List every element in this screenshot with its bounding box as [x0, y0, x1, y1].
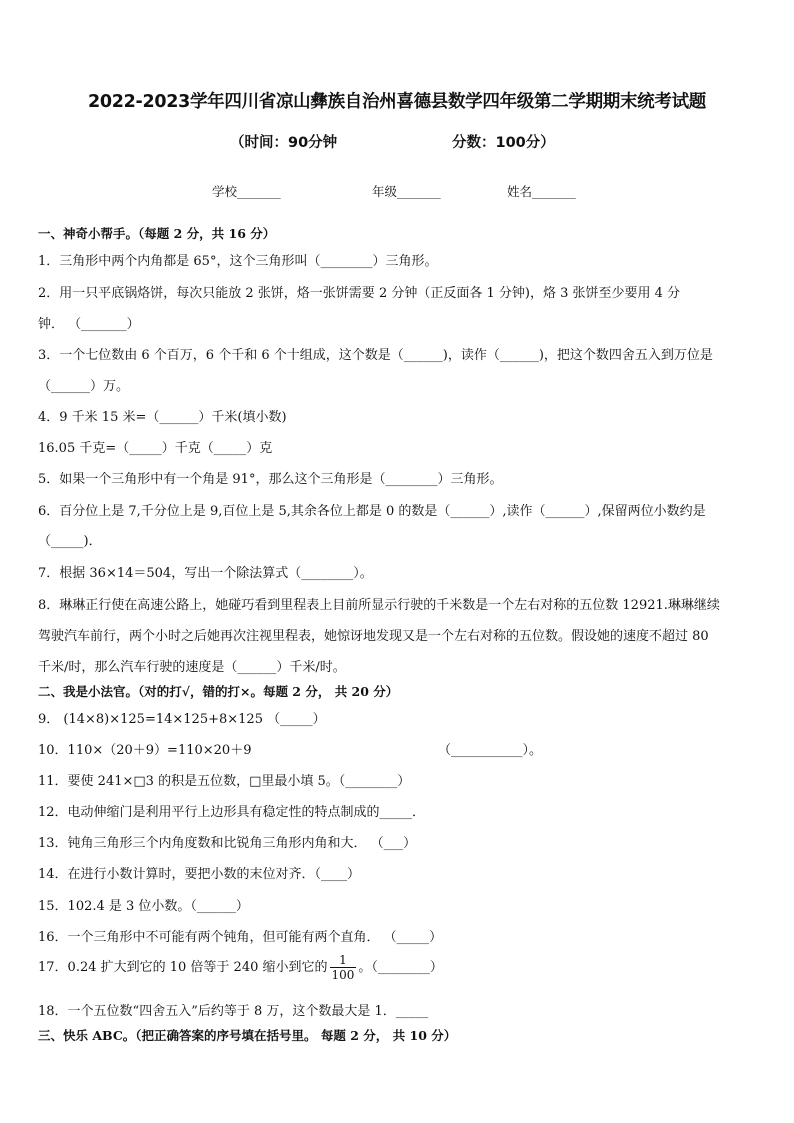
- page-title: 2022-2023学年四川省凉山彝族自治州喜德县数学四年级第二学期期末统考试题: [88, 92, 706, 112]
- section-2-heading: 二、我是小法官。（对的打√，错的打×。每题 2 分， 共 20 分）: [38, 684, 399, 699]
- question-18: 18．一个五位数“四舍五入”后约等于 8 万，这个数最大是 1．_____: [38, 1004, 429, 1019]
- question-3-cont: （______）万。: [38, 379, 130, 394]
- fraction-denominator: 100: [331, 968, 355, 982]
- question-10-blank: （___________）。: [438, 743, 543, 758]
- school-field: 学校_______: [212, 184, 281, 199]
- name-field: 姓名_______: [507, 184, 576, 199]
- fraction-one-hundredth: [330, 953, 357, 982]
- question-6-cont: （_____)．: [38, 534, 102, 549]
- grade-field: 年级_______: [372, 184, 441, 199]
- question-3: 3．一个七位数由 6 个百万，6 个千和 6 个十组成，这个数是（______)，读作（______)，把这个数四舍五入到万位是: [38, 348, 713, 363]
- question-17: [38, 953, 443, 982]
- question-17-blank: 。（________）: [358, 960, 443, 975]
- question-8: 8．琳琳正行使在高速公路上，她碰巧看到里程表上目前所显示行驶的千米数是一个左右对称的五位数 12921.琳琳继续: [38, 598, 720, 613]
- section-1-heading: 一、神奇小帮手。（每题 2 分，共 16 分）: [38, 226, 276, 241]
- question-4: 4．9 千米 15 米=（______）千米(填小数): [38, 410, 287, 425]
- question-16: 16．一个三角形中不可能有两个钝角，但可能有两个直角． （_____）: [38, 930, 443, 945]
- question-8-cont1: 驾驶汽车前行，两个小时之后她再次注视里程表，她惊讶地发现又是一个左右对称的五位数。假设她的速度不超过 80: [38, 629, 709, 644]
- question-10: 10．110×（20＋9）=110×20＋9: [38, 743, 252, 758]
- question-5: 5．如果一个三角形中有一个角是 91°，那么这个三角形是（________）三角形。: [38, 472, 503, 487]
- question-17-text: 17．0.24 扩大到它的 10 倍等于 240 缩小到它的: [38, 960, 328, 975]
- question-4-part2: 16.05 千克=（_____）千克（_____）克: [38, 441, 273, 456]
- section-3-heading: 三、快乐 ABC。（把正确答案的序号填在括号里。 每题 2 分， 共 10 分）: [38, 1028, 457, 1043]
- fraction-numerator: 1: [330, 953, 357, 968]
- exam-time: （时间：90分钟: [230, 135, 338, 151]
- question-1: 1．三角形中两个内角都是 65°，这个三角形叫（________）三角形。: [38, 254, 438, 269]
- question-11: 11．要使 241×□3 的积是五位数，□里最小填 5。（________）: [38, 774, 411, 789]
- question-2: 2．用一只平底锅烙饼，每次只能放 2 张饼，烙一张饼需要 2 分钟（正反面各 1 分钟)，烙 3 张饼至少要用 4 分: [38, 286, 681, 301]
- question-8-cont2: 千米/时，那么汽车行驶的速度是（______）千米/时。: [38, 660, 346, 675]
- question-7: 7．根据 36×14＝504，写出一个除法算式（________）。: [38, 566, 373, 581]
- question-2-cont: 钟． （_______）: [38, 317, 140, 332]
- exam-score: 分数：100分）: [452, 135, 555, 151]
- question-15: 15．102.4 是 3 位小数。（______）: [38, 899, 249, 914]
- question-12: 12．电动伸缩门是利用平行上边形具有稳定性的特点制成的_____．: [38, 805, 426, 820]
- question-6: 6．百分位上是 7,千分位上是 9,百位上是 5,其余各位上都是 0 的数是（______）,读作（______）,保留两位小数约是: [38, 504, 706, 519]
- question-13: 13．钝角三角形三个内角度数和比锐角三角形内角和大． （___）: [38, 836, 417, 851]
- question-9: 9． (14×8)×125=14×125+8×125 （_____）: [38, 712, 326, 727]
- question-14: 14．在进行小数计算时，要把小数的末位对齐．（____）: [38, 867, 361, 882]
